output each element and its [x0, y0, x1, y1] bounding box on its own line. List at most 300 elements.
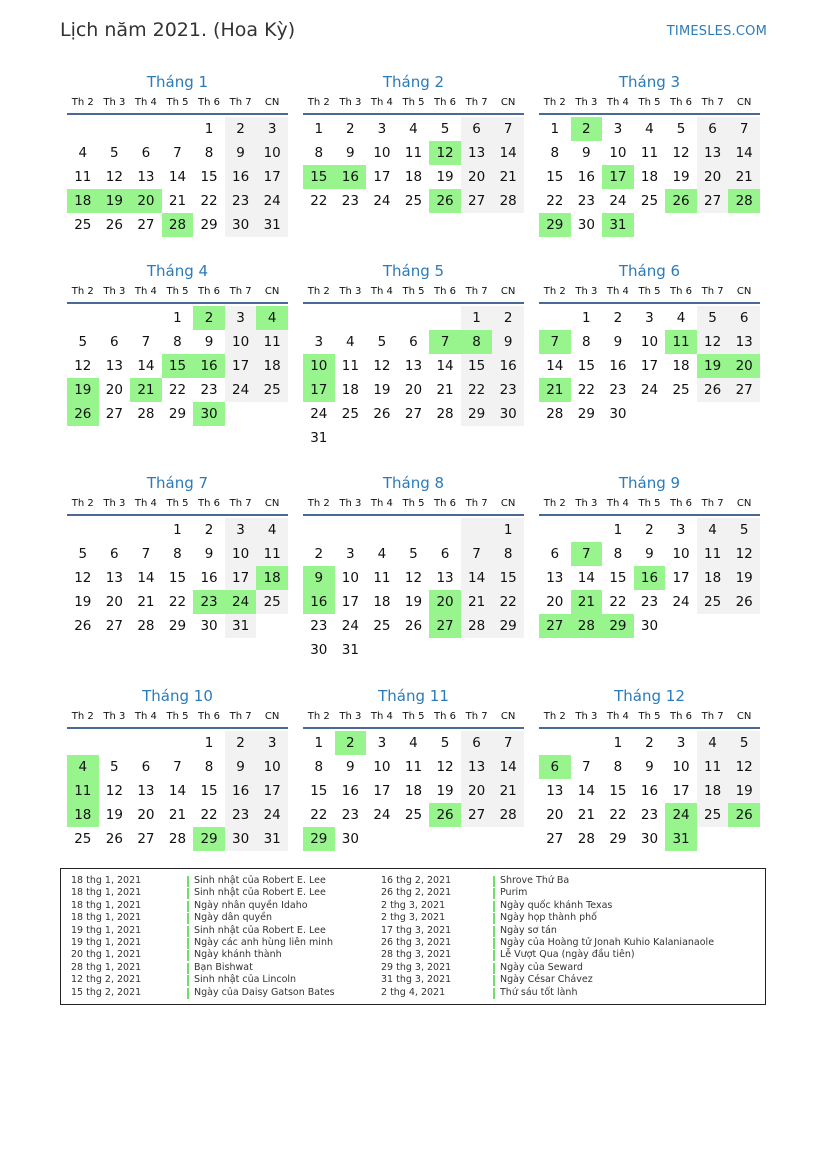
day-cell[interactable]: 20 [461, 165, 493, 189]
day-cell[interactable]: 22 [200, 807, 218, 823]
day-cell[interactable]: 6 [461, 117, 493, 141]
day-cell[interactable]: 8 [173, 334, 182, 350]
day-cell[interactable]: 17 [225, 354, 257, 378]
day-cell[interactable]: 2 [492, 306, 524, 330]
day-cell[interactable]: 16 [303, 590, 335, 614]
day-cell[interactable]: 10 [672, 759, 690, 775]
day-cell[interactable]: 6 [141, 759, 151, 775]
day-cell[interactable]: 10 [672, 546, 690, 562]
day-cell[interactable]: 5 [78, 546, 88, 562]
day-cell[interactable]: 20 [546, 807, 564, 823]
day-cell[interactable]: 16 [640, 783, 659, 799]
day-cell[interactable]: 28 [436, 406, 454, 422]
day-cell[interactable]: 21 [168, 807, 187, 823]
day-cell[interactable]: 8 [314, 759, 324, 775]
day-cell[interactable]: 28 [461, 614, 493, 638]
day-cell[interactable]: 14 [728, 141, 760, 165]
day-cell[interactable]: 5 [78, 334, 88, 350]
day-cell[interactable]: 30 [609, 406, 627, 422]
day-cell[interactable]: 11 [640, 145, 659, 161]
day-cell[interactable]: 14 [492, 755, 524, 779]
day-cell[interactable]: 4 [346, 334, 355, 350]
day-cell[interactable]: 2 [645, 522, 654, 538]
day-cell[interactable]: 3 [256, 117, 288, 141]
day-cell[interactable]: 10 [373, 759, 391, 775]
day-cell[interactable]: 6 [728, 306, 760, 330]
day-cell[interactable]: 3 [676, 522, 686, 538]
day-cell[interactable]: 9 [645, 546, 654, 562]
day-cell[interactable]: 11 [341, 358, 359, 374]
day-cell[interactable]: 22 [492, 590, 524, 614]
day-cell[interactable]: 27 [728, 378, 760, 402]
day-cell[interactable]: 29 [577, 406, 595, 422]
day-cell[interactable]: 19 [728, 779, 760, 803]
day-cell[interactable]: 4 [676, 310, 686, 326]
day-cell[interactable]: 18 [373, 594, 391, 610]
day-cell[interactable]: 24 [640, 382, 659, 398]
day-cell[interactable]: 6 [141, 145, 151, 161]
day-cell[interactable]: 30 [225, 213, 257, 237]
day-cell[interactable]: 21 [492, 779, 524, 803]
day-cell[interactable]: 22 [310, 193, 328, 209]
day-cell[interactable]: 7 [141, 334, 151, 350]
day-cell[interactable]: 30 [310, 642, 328, 658]
day-cell[interactable]: 13 [728, 330, 760, 354]
day-cell[interactable]: 8 [314, 145, 324, 161]
day-cell[interactable]: 27 [105, 618, 123, 634]
day-cell[interactable]: 21 [461, 590, 493, 614]
day-cell[interactable]: 6 [697, 117, 729, 141]
day-cell[interactable]: 8 [173, 546, 182, 562]
day-cell[interactable]: 17 [256, 165, 288, 189]
day-cell[interactable]: 5 [676, 121, 686, 137]
day-cell[interactable]: 26 [697, 378, 729, 402]
day-cell[interactable]: 30 [640, 618, 659, 634]
day-cell[interactable]: 20 [130, 189, 162, 213]
day-cell[interactable]: 23 [310, 618, 328, 634]
day-cell[interactable]: 27 [105, 406, 123, 422]
day-cell[interactable]: 5 [728, 518, 760, 542]
day-cell[interactable]: 26 [404, 618, 423, 634]
day-cell[interactable]: 29 [609, 831, 627, 847]
day-cell[interactable]: 24 [225, 378, 257, 402]
day-cell[interactable]: 8 [204, 145, 214, 161]
day-cell[interactable]: 3 [377, 735, 387, 751]
day-cell[interactable]: 24 [609, 193, 627, 209]
day-cell[interactable]: 7 [492, 117, 524, 141]
day-cell[interactable]: 9 [492, 330, 524, 354]
day-cell[interactable]: 19 [672, 169, 690, 185]
day-cell[interactable]: 14 [546, 358, 564, 374]
day-cell[interactable]: 23 [341, 193, 359, 209]
day-cell[interactable]: 11 [697, 755, 729, 779]
day-cell[interactable]: 29 [193, 827, 225, 851]
day-cell[interactable]: 23 [640, 594, 659, 610]
day-cell[interactable]: 19 [404, 594, 423, 610]
day-cell[interactable]: 21 [577, 807, 595, 823]
day-cell[interactable]: 10 [225, 542, 257, 566]
day-cell[interactable]: 6 [440, 546, 450, 562]
day-cell[interactable]: 9 [303, 566, 335, 590]
day-cell[interactable]: 23 [492, 378, 524, 402]
day-cell[interactable]: 9 [225, 755, 257, 779]
day-cell[interactable]: 24 [373, 807, 391, 823]
day-cell[interactable]: 1 [173, 522, 182, 538]
day-cell[interactable]: 16 [193, 354, 225, 378]
day-cell[interactable]: 16 [225, 779, 257, 803]
day-cell[interactable]: 21 [436, 382, 454, 398]
day-cell[interactable]: 3 [676, 735, 686, 751]
day-cell[interactable]: 15 [200, 783, 218, 799]
day-cell[interactable]: 27 [137, 217, 155, 233]
day-cell[interactable]: 10 [373, 145, 391, 161]
day-cell[interactable]: 1 [492, 518, 524, 542]
day-cell[interactable]: 12 [74, 570, 92, 586]
day-cell[interactable]: 12 [728, 755, 760, 779]
day-cell[interactable]: 28 [492, 803, 524, 827]
day-cell[interactable]: 15 [162, 354, 194, 378]
day-cell[interactable]: 11 [404, 145, 423, 161]
day-cell[interactable]: 11 [256, 542, 288, 566]
day-cell[interactable]: 2 [346, 121, 355, 137]
day-cell[interactable]: 28 [162, 213, 194, 237]
day-cell[interactable]: 8 [461, 330, 493, 354]
day-cell[interactable]: 14 [436, 358, 454, 374]
day-cell[interactable]: 15 [577, 358, 595, 374]
day-cell[interactable]: 8 [613, 759, 623, 775]
day-cell[interactable]: 1 [550, 121, 560, 137]
day-cell[interactable]: 26 [665, 189, 697, 213]
day-cell[interactable]: 10 [341, 570, 359, 586]
day-cell[interactable]: 20 [404, 382, 423, 398]
day-cell[interactable]: 2 [204, 522, 214, 538]
day-cell[interactable]: 25 [373, 618, 391, 634]
day-cell[interactable]: 24 [665, 803, 697, 827]
day-cell[interactable]: 22 [546, 193, 564, 209]
day-cell[interactable]: 27 [461, 803, 493, 827]
day-cell[interactable]: 18 [67, 189, 99, 213]
day-cell[interactable]: 21 [539, 378, 571, 402]
day-cell[interactable]: 3 [256, 731, 288, 755]
day-cell[interactable]: 26 [728, 590, 760, 614]
day-cell[interactable]: 31 [256, 827, 288, 851]
day-cell[interactable]: 12 [373, 358, 391, 374]
day-cell[interactable]: 25 [341, 406, 359, 422]
day-cell[interactable]: 9 [613, 334, 623, 350]
day-cell[interactable]: 12 [404, 570, 423, 586]
day-cell[interactable]: 17 [225, 566, 257, 590]
day-cell[interactable]: 4 [409, 121, 418, 137]
day-cell[interactable]: 15 [609, 570, 627, 586]
day-cell[interactable]: 13 [697, 141, 729, 165]
brand-link[interactable]: TIMESLES.COM [666, 24, 767, 39]
day-cell[interactable]: 1 [613, 735, 623, 751]
day-cell[interactable]: 18 [67, 803, 99, 827]
day-cell[interactable]: 22 [310, 807, 328, 823]
day-cell[interactable]: 26 [74, 618, 92, 634]
day-cell[interactable]: 14 [168, 783, 187, 799]
day-cell[interactable]: 16 [609, 358, 627, 374]
day-cell[interactable]: 19 [436, 783, 454, 799]
day-cell[interactable]: 13 [105, 358, 123, 374]
day-cell[interactable]: 24 [341, 618, 359, 634]
day-cell[interactable]: 18 [672, 358, 690, 374]
day-cell[interactable]: 19 [728, 566, 760, 590]
day-cell[interactable]: 22 [609, 807, 627, 823]
day-cell[interactable]: 11 [256, 330, 288, 354]
day-cell[interactable]: 13 [461, 755, 493, 779]
day-cell[interactable]: 17 [373, 169, 391, 185]
day-cell[interactable]: 23 [341, 807, 359, 823]
day-cell[interactable]: 12 [105, 783, 123, 799]
day-cell[interactable]: 9 [346, 759, 355, 775]
day-cell[interactable]: 5 [440, 121, 450, 137]
day-cell[interactable]: 30 [492, 402, 524, 426]
day-cell[interactable]: 12 [436, 759, 454, 775]
day-cell[interactable]: 25 [74, 831, 92, 847]
day-cell[interactable]: 6 [539, 755, 571, 779]
day-cell[interactable]: 15 [310, 783, 328, 799]
day-cell[interactable]: 7 [728, 117, 760, 141]
day-cell[interactable]: 3 [377, 121, 387, 137]
day-cell[interactable]: 26 [728, 803, 760, 827]
day-cell[interactable]: 20 [461, 779, 493, 803]
day-cell[interactable]: 18 [256, 566, 288, 590]
day-cell[interactable]: 7 [492, 731, 524, 755]
day-cell[interactable]: 10 [609, 145, 627, 161]
day-cell[interactable]: 16 [341, 783, 359, 799]
day-cell[interactable]: 26 [67, 402, 99, 426]
day-cell[interactable]: 6 [409, 334, 418, 350]
day-cell[interactable]: 8 [204, 759, 214, 775]
day-cell[interactable]: 24 [373, 193, 391, 209]
day-cell[interactable]: 14 [168, 169, 187, 185]
day-cell[interactable]: 13 [404, 358, 423, 374]
day-cell[interactable]: 2 [613, 310, 623, 326]
day-cell[interactable]: 18 [256, 354, 288, 378]
day-cell[interactable]: 13 [137, 169, 155, 185]
day-cell[interactable]: 17 [602, 165, 634, 189]
day-cell[interactable]: 3 [645, 310, 654, 326]
day-cell[interactable]: 10 [256, 755, 288, 779]
day-cell[interactable]: 20 [105, 382, 123, 398]
day-cell[interactable]: 19 [105, 807, 123, 823]
day-cell[interactable]: 1 [613, 522, 623, 538]
day-cell[interactable]: 10 [256, 141, 288, 165]
day-cell[interactable]: 25 [404, 807, 423, 823]
day-cell[interactable]: 18 [697, 779, 729, 803]
day-cell[interactable]: 22 [200, 193, 218, 209]
day-cell[interactable]: 11 [665, 330, 697, 354]
day-cell[interactable]: 3 [225, 306, 257, 330]
day-cell[interactable]: 1 [173, 310, 182, 326]
day-cell[interactable]: 26 [429, 189, 461, 213]
day-cell[interactable]: 8 [582, 334, 591, 350]
day-cell[interactable]: 1 [204, 121, 214, 137]
day-cell[interactable]: 4 [409, 735, 418, 751]
day-cell[interactable]: 20 [546, 594, 564, 610]
day-cell[interactable]: 8 [613, 546, 623, 562]
day-cell[interactable]: 25 [256, 590, 288, 614]
day-cell[interactable]: 18 [341, 382, 359, 398]
day-cell[interactable]: 29 [168, 406, 187, 422]
day-cell[interactable]: 23 [609, 382, 627, 398]
day-cell[interactable]: 12 [697, 330, 729, 354]
day-cell[interactable]: 6 [110, 546, 119, 562]
day-cell[interactable]: 6 [110, 334, 119, 350]
day-cell[interactable]: 7 [173, 759, 182, 775]
day-cell[interactable]: 5 [440, 735, 450, 751]
day-cell[interactable]: 29 [303, 827, 335, 851]
day-cell[interactable]: 10 [303, 354, 335, 378]
day-cell[interactable]: 31 [225, 614, 257, 638]
day-cell[interactable]: 30 [640, 831, 659, 847]
day-cell[interactable]: 3 [613, 121, 623, 137]
day-cell[interactable]: 28 [571, 614, 603, 638]
day-cell[interactable]: 28 [137, 406, 155, 422]
day-cell[interactable]: 26 [429, 803, 461, 827]
day-cell[interactable]: 29 [539, 213, 571, 237]
day-cell[interactable]: 28 [168, 831, 187, 847]
day-cell[interactable]: 15 [609, 783, 627, 799]
day-cell[interactable]: 31 [665, 827, 697, 851]
day-cell[interactable]: 29 [461, 402, 493, 426]
day-cell[interactable]: 3 [314, 334, 324, 350]
day-cell[interactable]: 18 [404, 783, 423, 799]
day-cell[interactable]: 13 [137, 783, 155, 799]
day-cell[interactable]: 27 [404, 406, 423, 422]
day-cell[interactable]: 25 [640, 193, 659, 209]
day-cell[interactable]: 17 [672, 783, 690, 799]
day-cell[interactable]: 12 [74, 358, 92, 374]
day-cell[interactable]: 23 [225, 189, 257, 213]
day-cell[interactable]: 21 [571, 590, 603, 614]
day-cell[interactable]: 20 [429, 590, 461, 614]
day-cell[interactable]: 5 [110, 759, 119, 775]
day-cell[interactable]: 7 [141, 546, 151, 562]
day-cell[interactable]: 11 [404, 759, 423, 775]
day-cell[interactable]: 24 [672, 594, 690, 610]
day-cell[interactable]: 27 [461, 189, 493, 213]
day-cell[interactable]: 27 [137, 831, 155, 847]
day-cell[interactable]: 30 [200, 618, 218, 634]
day-cell[interactable]: 18 [640, 169, 659, 185]
day-cell[interactable]: 15 [492, 566, 524, 590]
day-cell[interactable]: 24 [225, 590, 257, 614]
day-cell[interactable]: 22 [168, 382, 187, 398]
day-cell[interactable]: 15 [168, 570, 187, 586]
day-cell[interactable]: 23 [640, 807, 659, 823]
day-cell[interactable]: 4 [697, 731, 729, 755]
day-cell[interactable]: 21 [130, 378, 162, 402]
day-cell[interactable]: 4 [78, 145, 88, 161]
day-cell[interactable]: 10 [640, 334, 659, 350]
day-cell[interactable]: 22 [609, 594, 627, 610]
day-cell[interactable]: 20 [728, 354, 760, 378]
day-cell[interactable]: 1 [314, 121, 324, 137]
day-cell[interactable]: 19 [697, 354, 729, 378]
day-cell[interactable]: 9 [225, 141, 257, 165]
day-cell[interactable]: 14 [137, 570, 155, 586]
day-cell[interactable]: 17 [341, 594, 359, 610]
day-cell[interactable]: 17 [373, 783, 391, 799]
day-cell[interactable]: 19 [436, 169, 454, 185]
day-cell[interactable]: 27 [546, 831, 564, 847]
day-cell[interactable]: 5 [377, 334, 387, 350]
day-cell[interactable]: 2 [645, 735, 654, 751]
day-cell[interactable]: 9 [204, 546, 214, 562]
day-cell[interactable]: 4 [645, 121, 654, 137]
day-cell[interactable]: 23 [200, 382, 218, 398]
day-cell[interactable]: 7 [461, 542, 493, 566]
day-cell[interactable]: 30 [341, 831, 359, 847]
day-cell[interactable]: 27 [697, 189, 729, 213]
day-cell[interactable]: 20 [105, 594, 123, 610]
day-cell[interactable]: 24 [256, 189, 288, 213]
day-cell[interactable]: 30 [577, 217, 595, 233]
day-cell[interactable]: 9 [346, 145, 355, 161]
day-cell[interactable]: 28 [728, 189, 760, 213]
day-cell[interactable]: 29 [492, 614, 524, 638]
day-cell[interactable]: 9 [582, 145, 591, 161]
day-cell[interactable]: 19 [67, 378, 99, 402]
day-cell[interactable]: 12 [672, 145, 690, 161]
day-cell[interactable]: 2 [314, 546, 324, 562]
day-cell[interactable]: 15 [303, 165, 335, 189]
day-cell[interactable]: 5 [728, 731, 760, 755]
day-cell[interactable]: 20 [137, 807, 155, 823]
day-cell[interactable]: 21 [168, 193, 187, 209]
day-cell[interactable]: 13 [461, 141, 493, 165]
day-cell[interactable]: 11 [373, 570, 391, 586]
day-cell[interactable]: 29 [200, 217, 218, 233]
day-cell[interactable]: 28 [137, 618, 155, 634]
day-cell[interactable]: 17 [640, 358, 659, 374]
day-cell[interactable]: 13 [546, 783, 564, 799]
day-cell[interactable]: 14 [577, 783, 595, 799]
day-cell[interactable]: 4 [256, 518, 288, 542]
day-cell[interactable]: 17 [303, 378, 335, 402]
day-cell[interactable]: 14 [492, 141, 524, 165]
day-cell[interactable]: 21 [137, 594, 155, 610]
day-cell[interactable]: 23 [193, 590, 225, 614]
day-cell[interactable]: 14 [137, 358, 155, 374]
day-cell[interactable]: 13 [436, 570, 454, 586]
day-cell[interactable]: 16 [200, 570, 218, 586]
day-cell[interactable]: 15 [461, 354, 493, 378]
day-cell[interactable]: 23 [577, 193, 595, 209]
day-cell[interactable]: 26 [105, 831, 123, 847]
day-cell[interactable]: 24 [310, 406, 328, 422]
day-cell[interactable]: 25 [672, 382, 690, 398]
day-cell[interactable]: 31 [341, 642, 359, 658]
day-cell[interactable]: 25 [74, 217, 92, 233]
day-cell[interactable]: 1 [204, 735, 214, 751]
day-cell[interactable]: 12 [105, 169, 123, 185]
day-cell[interactable]: 14 [461, 566, 493, 590]
day-cell[interactable]: 12 [728, 542, 760, 566]
day-cell[interactable]: 30 [225, 827, 257, 851]
day-cell[interactable]: 7 [571, 542, 603, 566]
day-cell[interactable]: 28 [577, 831, 595, 847]
day-cell[interactable]: 16 [577, 169, 595, 185]
day-cell[interactable]: 21 [728, 165, 760, 189]
day-cell[interactable]: 1 [461, 306, 493, 330]
day-cell[interactable]: 25 [404, 193, 423, 209]
day-cell[interactable]: 31 [310, 430, 328, 446]
day-cell[interactable]: 30 [193, 402, 225, 426]
day-cell[interactable]: 15 [546, 169, 564, 185]
